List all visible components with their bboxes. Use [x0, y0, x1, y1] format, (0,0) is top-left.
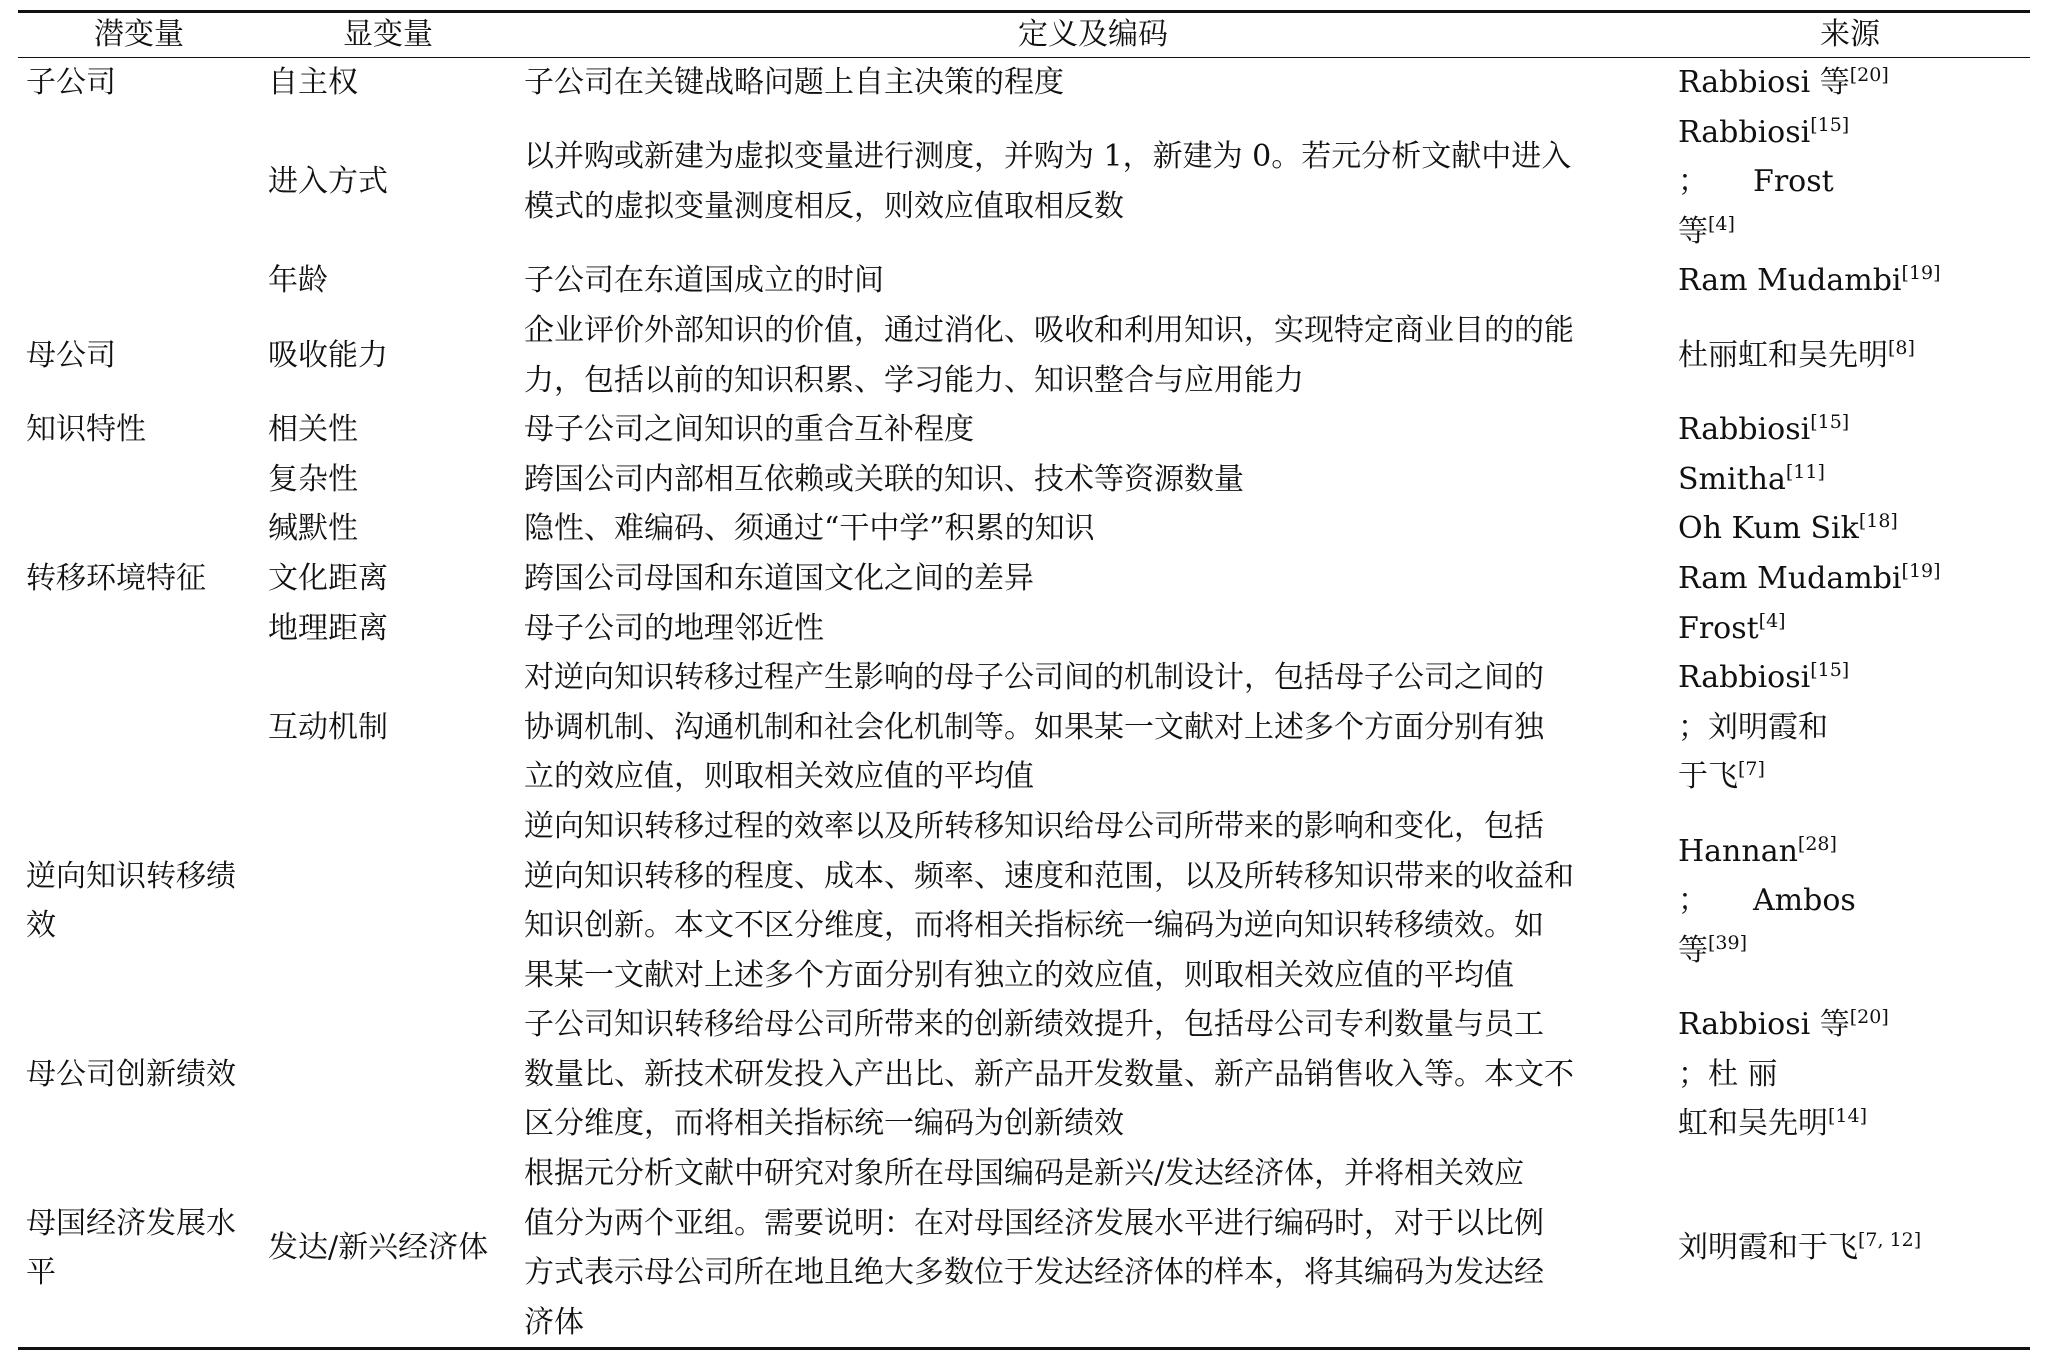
latent-variable-cell: 逆向知识转移绩效 — [26, 858, 236, 944]
citation-ref: [15] — [1810, 113, 1850, 136]
citation-ref: [19] — [1901, 262, 1941, 285]
definition-cell — [516, 455, 1670, 505]
table-row — [18, 256, 2030, 306]
source-cell — [1670, 405, 2030, 455]
table-row — [18, 1149, 2030, 1349]
definition-line: 果某一文献对上述多个方面分别有独立的效应值，则取相关效应值的平均值 — [524, 957, 1514, 993]
table-row — [18, 802, 2030, 1000]
source-line — [1678, 554, 2022, 604]
definition-line: 母子公司的地理邻近性 — [524, 610, 824, 646]
observed-variable-cell: 复杂性 — [268, 461, 358, 497]
definition-cell — [516, 604, 1670, 654]
source-line — [1678, 926, 2022, 976]
source-cell — [1670, 1149, 2030, 1349]
table-body — [18, 58, 2030, 1349]
source-line — [1678, 604, 2022, 654]
definition-line: 方式表示母公司所在地且绝大多数位于发达经济体的样本，将其编码为发达经 — [524, 1255, 1544, 1291]
latent-variable-cell: 转移环境特征 — [26, 560, 206, 596]
source-line — [1678, 653, 2022, 703]
source-line — [1678, 1223, 2022, 1273]
source-line — [1678, 256, 2022, 306]
source-text: Smitha — [1678, 461, 1786, 497]
source-text: Ram Mudambi — [1678, 263, 1902, 299]
observed-variable-cell: 年龄 — [268, 263, 328, 299]
source-cell — [1670, 58, 2030, 108]
latent-variable-cell: 母公司创新绩效 — [26, 1056, 236, 1092]
header-definition-coding: 定义及编码 — [1018, 17, 1168, 52]
source-line — [1678, 331, 2022, 381]
citation-ref: [4] — [1758, 609, 1786, 632]
latent-variable-cell: 知识特性 — [26, 412, 146, 448]
citation-ref: [4] — [1708, 212, 1735, 235]
latent-variable-cell — [18, 108, 260, 257]
definition-line: 区分维度，而将相关指标统一编码为创新绩效 — [524, 1106, 1124, 1142]
source-text: ； Ambos — [1678, 883, 1856, 919]
source-line — [1678, 1099, 2022, 1149]
latent-variable-cell: 子公司 — [26, 65, 116, 100]
definition-line: 跨国公司母国和东道国文化之间的差异 — [524, 560, 1034, 596]
definition-line: 力，包括以前的知识积累、学习能力、知识整合与应用能力 — [524, 362, 1304, 398]
latent-variable-cell — [18, 455, 260, 505]
definition-cell — [516, 58, 1670, 108]
observed-variable-cell: 吸收能力 — [268, 337, 388, 373]
source-text: Ram Mudambi — [1678, 560, 1902, 596]
observed-variable-cell — [260, 1000, 516, 1149]
definition-line: 隐性、难编码、须通过“干中学”积累的知识 — [524, 511, 1095, 547]
definition-cell — [516, 306, 1670, 405]
table-row — [18, 554, 2030, 604]
citation-ref: [19] — [1901, 559, 1941, 582]
definition-cell — [516, 1000, 1670, 1149]
source-cell — [1670, 554, 2030, 604]
source-cell — [1670, 604, 2030, 654]
source-cell — [1670, 306, 2030, 405]
definition-cell — [516, 504, 1670, 554]
table-header — [18, 12, 2030, 58]
source-text: 杜丽虹和吴先明 — [1678, 337, 1888, 373]
observed-variable-cell: 地理距离 — [268, 610, 388, 646]
source-text: Rabbiosi 等 — [1678, 65, 1850, 100]
source-cell — [1670, 1000, 2030, 1149]
header-row — [18, 12, 2030, 58]
latent-variable-cell — [18, 604, 260, 654]
definition-line: 值分为两个亚组。需要说明：在对母国经济发展水平进行编码时，对于以比例 — [524, 1205, 1544, 1241]
definition-line: 立的效应值，则取相关效应值的平均值 — [524, 759, 1034, 795]
table-row — [18, 108, 2030, 257]
observed-variable-cell: 发达/新兴经济体 — [268, 1230, 489, 1266]
source-text: 虹和吴先明 — [1678, 1106, 1828, 1142]
source-line — [1678, 207, 2022, 257]
source-line — [1678, 58, 2022, 108]
source-line — [1678, 827, 2022, 877]
citation-ref: [8] — [1888, 336, 1915, 359]
definition-line: 子公司知识转移给母公司所带来的创新绩效提升，包括母公司专利数量与员工 — [524, 1007, 1544, 1043]
definition-line: 母子公司之间知识的重合互补程度 — [524, 412, 974, 448]
source-text: Rabbiosi 等 — [1678, 1007, 1850, 1043]
observed-variable-cell: 互动机制 — [268, 709, 388, 745]
definition-line: 跨国公司内部相互依赖或关联的知识、技术等资源数量 — [524, 461, 1244, 497]
definition-line: 子公司在关键战略问题上自主决策的程度 — [524, 65, 1064, 100]
definition-line: 根据元分析文献中研究对象所在母国编码是新兴/发达经济体，并将相关效应 — [524, 1156, 1525, 1192]
source-text: Frost — [1678, 610, 1759, 646]
table-row — [18, 405, 2030, 455]
definition-cell — [516, 405, 1670, 455]
source-cell — [1670, 653, 2030, 802]
citation-ref: [18] — [1858, 510, 1898, 533]
source-line — [1678, 405, 2022, 455]
table-row — [18, 455, 2030, 505]
definition-cell — [516, 108, 1670, 257]
citation-ref: [7] — [1738, 758, 1765, 781]
source-text: Hannan — [1678, 833, 1798, 869]
header-latent-variable: 潜变量 — [94, 17, 184, 52]
source-line — [1678, 1050, 2022, 1100]
definition-line: 逆向知识转移过程的效率以及所转移知识给母公司所带来的影响和变化，包括 — [524, 808, 1544, 844]
definition-cell — [516, 802, 1670, 1000]
source-text: 于飞 — [1678, 759, 1738, 795]
source-line — [1678, 504, 2022, 554]
header-source: 来源 — [1820, 17, 1880, 52]
citation-ref: [20] — [1849, 64, 1889, 86]
source-line — [1678, 752, 2022, 802]
latent-variable-cell — [18, 653, 260, 802]
source-text: 等 — [1678, 213, 1708, 249]
citation-ref: [15] — [1810, 659, 1850, 682]
source-line — [1678, 108, 2022, 158]
citation-ref: [14] — [1828, 1105, 1868, 1128]
definition-line: 协调机制、沟通机制和社会化机制等。如果某一文献对上述多个方面分别有独 — [524, 709, 1544, 745]
source-line — [1678, 876, 2022, 926]
latent-variable-cell — [18, 504, 260, 554]
source-text: 刘明霞和于飞 — [1678, 1230, 1858, 1266]
header-observed-variable: 显变量 — [343, 17, 433, 52]
table-row — [18, 306, 2030, 405]
table-row — [18, 653, 2030, 802]
observed-variable-cell: 缄默性 — [268, 511, 358, 547]
source-text: Rabbiosi — [1678, 114, 1811, 150]
definition-line: 数量比、新技术研发投入产出比、新产品开发数量、新产品销售收入等。本文不 — [524, 1056, 1574, 1092]
source-line — [1678, 1000, 2022, 1050]
table-row — [18, 604, 2030, 654]
source-cell — [1670, 256, 2030, 306]
table-row — [18, 1000, 2030, 1149]
source-cell — [1670, 504, 2030, 554]
source-line — [1678, 157, 2022, 207]
source-text: Rabbiosi — [1678, 660, 1811, 696]
citation-ref: [7, 12] — [1858, 1229, 1922, 1252]
citation-ref: [20] — [1849, 1006, 1889, 1029]
definition-cell — [516, 256, 1670, 306]
source-text: ；刘明霞和 — [1678, 709, 1828, 745]
definition-line: 企业评价外部知识的价值，通过消化、吸收和利用知识，实现特定商业目的的能 — [524, 312, 1574, 348]
latent-variable-cell: 母国经济发展水平 — [26, 1205, 236, 1291]
definition-line: 逆向知识转移的程度、成本、频率、速度和范围，以及所转移知识带来的收益和 — [524, 858, 1574, 894]
source-text: 等 — [1678, 932, 1708, 968]
definition-line: 模式的虚拟变量测度相反，则效应值取相反数 — [524, 188, 1124, 224]
observed-variable-cell — [260, 802, 516, 1000]
definition-cell — [516, 1149, 1670, 1349]
variable-definition-table — [18, 10, 2030, 1350]
source-text: Oh Kum Sik — [1678, 511, 1859, 547]
source-cell — [1670, 455, 2030, 505]
table-row — [18, 504, 2030, 554]
definition-line: 知识创新。本文不区分维度，而将相关指标统一编码为逆向知识转移绩效。如 — [524, 908, 1544, 944]
source-cell — [1670, 802, 2030, 1000]
source-line — [1678, 703, 2022, 753]
citation-ref: [28] — [1797, 832, 1837, 855]
latent-variable-cell: 母公司 — [26, 337, 116, 373]
source-line — [1678, 455, 2022, 505]
source-cell — [1670, 108, 2030, 257]
definition-cell — [516, 653, 1670, 802]
table-row — [18, 58, 2030, 108]
definition-line: 对逆向知识转移过程产生影响的母子公司间的机制设计，包括母子公司之间的 — [524, 660, 1544, 696]
citation-ref: [15] — [1810, 411, 1850, 434]
citation-ref: [39] — [1708, 931, 1748, 954]
observed-variable-cell: 文化距离 — [268, 560, 388, 596]
definition-line: 济体 — [524, 1304, 584, 1340]
source-text: Rabbiosi — [1678, 412, 1811, 448]
citation-ref: [11] — [1785, 460, 1825, 483]
definition-line: 子公司在东道国成立的时间 — [524, 263, 884, 299]
source-text: ； Frost — [1678, 164, 1834, 200]
observed-variable-cell: 相关性 — [268, 412, 358, 448]
observed-variable-cell: 进入方式 — [268, 164, 388, 200]
definition-cell — [516, 554, 1670, 604]
latent-variable-cell — [18, 256, 260, 306]
source-text: ；杜 丽 — [1678, 1056, 1778, 1092]
observed-variable-cell: 自主权 — [268, 65, 358, 100]
definition-line: 以并购或新建为虚拟变量进行测度，并购为 1，新建为 0。若元分析文献中进入 — [524, 139, 1572, 175]
